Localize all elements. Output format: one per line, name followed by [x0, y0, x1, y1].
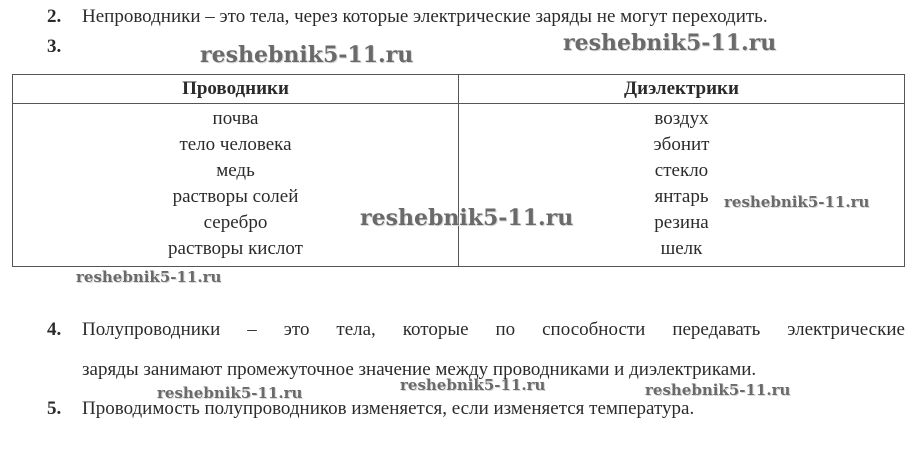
item-5-number: 5.: [47, 398, 62, 419]
header-dielectrics: Диэлектрики: [459, 75, 905, 104]
item-4-word: которые: [402, 319, 469, 340]
conductor-item: медь: [216, 160, 255, 181]
item-4-word: передавать: [672, 319, 761, 340]
conductor-item: почва: [212, 108, 259, 129]
item-2-text: Непроводники – это тела, через которые электрические заряды не могут переходить.: [82, 6, 768, 27]
dielectric-item: резина: [654, 212, 709, 233]
table-row: [13, 104, 905, 267]
item-4-word: электрические: [787, 319, 905, 340]
watermark: reshebnik5-11.ru: [645, 381, 791, 399]
item-4-word: по: [495, 319, 516, 340]
item-3-number: 3.: [47, 36, 62, 57]
watermark: reshebnik5-11.ru: [76, 268, 222, 286]
header-conductors: Проводники: [13, 75, 459, 104]
dielectric-item: шелк: [660, 238, 703, 259]
conductor-item: серебро: [203, 212, 268, 233]
item-4-word: это: [283, 319, 310, 340]
item-2-number: 2.: [47, 6, 62, 27]
watermark: reshebnik5-11.ru: [360, 205, 574, 231]
dielectrics-cell: [459, 104, 905, 267]
item-4-word: тела,: [336, 319, 376, 340]
item-4-word: Полупроводники: [82, 319, 221, 340]
table-header-row: [13, 75, 905, 104]
item-4-line-2: заряды занимают промежуточное значение между проводниками и диэлектриками.: [82, 359, 757, 380]
item-4-line-1: [82, 319, 905, 341]
item-4-word: способности: [542, 319, 646, 340]
dielectric-item: янтарь: [654, 186, 709, 207]
dielectric-item: эбонит: [653, 134, 710, 155]
watermark: reshebnik5-11.ru: [400, 376, 546, 394]
watermark: reshebnik5-11.ru: [157, 384, 303, 402]
watermark: reshebnik5-11.ru: [563, 30, 777, 56]
conductors-dielectrics-table: [12, 74, 905, 267]
conductors-cell: [13, 104, 459, 267]
item-4-number: 4.: [47, 319, 62, 340]
watermark: reshebnik5-11.ru: [724, 193, 870, 211]
dielectric-item: стекло: [654, 160, 709, 181]
dielectric-item: воздух: [654, 108, 709, 129]
conductor-item: тело человека: [179, 134, 292, 155]
item-5-text: Проводимость полупроводников изменяется, если изменяется температура.: [82, 398, 695, 419]
conductor-item: растворы солей: [172, 186, 299, 207]
item-4-word: –: [247, 319, 257, 340]
watermark: reshebnik5-11.ru: [200, 42, 414, 68]
conductor-item: растворы кислот: [168, 238, 303, 259]
